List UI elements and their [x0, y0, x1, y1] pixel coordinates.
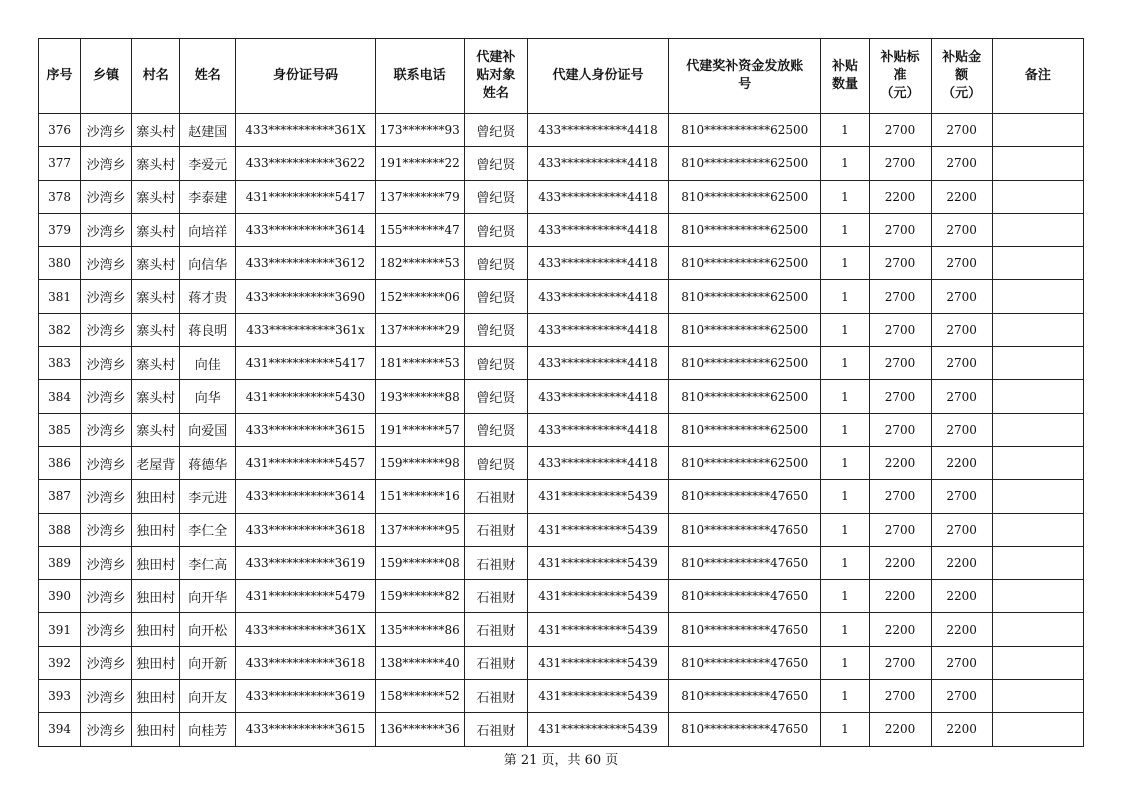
- table-row: [39, 280, 1084, 313]
- cell-account: 810***********62500: [669, 413, 821, 446]
- cell-account: 810***********62500: [669, 380, 821, 413]
- cell-agent-id: 431***********5439: [527, 680, 668, 713]
- cell-serial: 376: [39, 114, 81, 147]
- cell-name: 向华: [180, 380, 236, 413]
- cell-account: 810***********47650: [669, 713, 821, 746]
- table-row: [39, 213, 1084, 246]
- table-row: [39, 380, 1084, 413]
- cell-amount: 2700: [931, 413, 992, 446]
- cell-agent-id: 431***********5439: [527, 580, 668, 613]
- cell-name: 蒋德华: [180, 446, 236, 479]
- cell-account: 810***********47650: [669, 613, 821, 646]
- table-row: [39, 546, 1084, 579]
- cell-agent-name: 石祖财: [464, 646, 527, 679]
- cell-id-number: 433***********361X: [236, 613, 375, 646]
- cell-village: 独田村: [132, 646, 180, 679]
- cell-id-number: 431***********5457: [236, 446, 375, 479]
- cell-standard: 2700: [869, 313, 931, 346]
- header-serial: 序号: [39, 39, 81, 114]
- cell-account: 810***********47650: [669, 513, 821, 546]
- cell-id-number: 433***********3619: [236, 546, 375, 579]
- header-agent-id: 代建人身份证号: [527, 39, 668, 114]
- cell-id-number: 433***********361X: [236, 114, 375, 147]
- cell-village: 寨头村: [132, 114, 180, 147]
- page-footer: 第 21 页，共 60 页: [503, 753, 619, 768]
- cell-amount: 2700: [931, 347, 992, 380]
- cell-quantity: 1: [821, 646, 869, 679]
- cell-township: 沙湾乡: [81, 380, 132, 413]
- table-row: [39, 247, 1084, 280]
- table-row: [39, 347, 1084, 380]
- cell-standard: 2700: [869, 114, 931, 147]
- cell-phone: 135*******86: [375, 613, 464, 646]
- cell-agent-name: 曾纪贤: [464, 313, 527, 346]
- table-row: [39, 680, 1084, 713]
- cell-quantity: 1: [821, 180, 869, 213]
- cell-phone: 181*******53: [375, 347, 464, 380]
- cell-amount: 2200: [931, 713, 992, 746]
- cell-phone: 159*******08: [375, 546, 464, 579]
- cell-standard: 2700: [869, 380, 931, 413]
- cell-agent-name: 石祖财: [464, 713, 527, 746]
- cell-standard: 2700: [869, 413, 931, 446]
- cell-agent-id: 431***********5439: [527, 646, 668, 679]
- cell-remarks: [992, 213, 1083, 246]
- cell-village: 寨头村: [132, 180, 180, 213]
- cell-township: 沙湾乡: [81, 713, 132, 746]
- cell-village: 老屋背: [132, 446, 180, 479]
- cell-serial: 386: [39, 446, 81, 479]
- cell-agent-id: 431***********5439: [527, 546, 668, 579]
- cell-phone: 155*******47: [375, 213, 464, 246]
- cell-township: 沙湾乡: [81, 147, 132, 180]
- cell-village: 寨头村: [132, 380, 180, 413]
- cell-amount: 2700: [931, 114, 992, 147]
- cell-standard: 2700: [869, 646, 931, 679]
- cell-village: 寨头村: [132, 280, 180, 313]
- cell-account: 810***********62500: [669, 347, 821, 380]
- table-row: [39, 613, 1084, 646]
- cell-standard: 2700: [869, 347, 931, 380]
- cell-agent-id: 433***********4418: [527, 213, 668, 246]
- header-phone: 联系电话: [375, 39, 464, 114]
- cell-name: 向培祥: [180, 213, 236, 246]
- cell-township: 沙湾乡: [81, 646, 132, 679]
- cell-id-number: 433***********3619: [236, 680, 375, 713]
- cell-phone: 138*******40: [375, 646, 464, 679]
- cell-township: 沙湾乡: [81, 180, 132, 213]
- cell-quantity: 1: [821, 280, 869, 313]
- cell-amount: 2700: [931, 313, 992, 346]
- cell-agent-name: 石祖财: [464, 680, 527, 713]
- cell-name: 赵建国: [180, 114, 236, 147]
- cell-name: 蒋良明: [180, 313, 236, 346]
- cell-remarks: [992, 247, 1083, 280]
- cell-id-number: 433***********3622: [236, 147, 375, 180]
- cell-account: 810***********62500: [669, 313, 821, 346]
- cell-account: 810***********47650: [669, 646, 821, 679]
- cell-phone: 159*******82: [375, 580, 464, 613]
- cell-serial: 379: [39, 213, 81, 246]
- table-row: [39, 713, 1084, 746]
- cell-agent-id: 431***********5439: [527, 513, 668, 546]
- cell-phone: 158*******52: [375, 680, 464, 713]
- cell-remarks: [992, 546, 1083, 579]
- cell-village: 寨头村: [132, 147, 180, 180]
- cell-township: 沙湾乡: [81, 513, 132, 546]
- subsidy-table: [38, 38, 1084, 747]
- cell-township: 沙湾乡: [81, 580, 132, 613]
- table-row: [39, 580, 1084, 613]
- cell-village: 独田村: [132, 480, 180, 513]
- cell-agent-name: 曾纪贤: [464, 413, 527, 446]
- cell-id-number: 433***********3614: [236, 480, 375, 513]
- cell-agent-id: 433***********4418: [527, 347, 668, 380]
- cell-serial: 378: [39, 180, 81, 213]
- cell-phone: 182*******53: [375, 247, 464, 280]
- cell-quantity: 1: [821, 480, 869, 513]
- cell-serial: 377: [39, 147, 81, 180]
- cell-village: 独田村: [132, 546, 180, 579]
- cell-township: 沙湾乡: [81, 247, 132, 280]
- cell-standard: 2200: [869, 713, 931, 746]
- table-row: [39, 646, 1084, 679]
- cell-amount: 2200: [931, 546, 992, 579]
- cell-id-number: 431***********5430: [236, 380, 375, 413]
- cell-account: 810***********62500: [669, 147, 821, 180]
- cell-township: 沙湾乡: [81, 280, 132, 313]
- cell-agent-name: 曾纪贤: [464, 247, 527, 280]
- cell-id-number: 433***********3690: [236, 280, 375, 313]
- cell-serial: 381: [39, 280, 81, 313]
- cell-quantity: 1: [821, 713, 869, 746]
- cell-id-number: 433***********3618: [236, 513, 375, 546]
- cell-village: 寨头村: [132, 347, 180, 380]
- cell-agent-id: 433***********4418: [527, 380, 668, 413]
- cell-agent-id: 431***********5439: [527, 480, 668, 513]
- cell-remarks: [992, 313, 1083, 346]
- cell-village: 寨头村: [132, 313, 180, 346]
- cell-serial: 387: [39, 480, 81, 513]
- cell-agent-name: 曾纪贤: [464, 213, 527, 246]
- cell-quantity: 1: [821, 380, 869, 413]
- header-amount: 补贴金额（元）: [931, 39, 992, 114]
- header-id-number: 身份证号码: [236, 39, 375, 114]
- cell-standard: 2700: [869, 147, 931, 180]
- cell-name: 李仁高: [180, 546, 236, 579]
- cell-amount: 2700: [931, 280, 992, 313]
- cell-id-number: 431***********5479: [236, 580, 375, 613]
- cell-agent-name: 石祖财: [464, 580, 527, 613]
- table-row: [39, 180, 1084, 213]
- cell-quantity: 1: [821, 680, 869, 713]
- cell-remarks: [992, 446, 1083, 479]
- cell-amount: 2700: [931, 646, 992, 679]
- cell-village: 寨头村: [132, 247, 180, 280]
- cell-remarks: [992, 713, 1083, 746]
- cell-name: 向信华: [180, 247, 236, 280]
- cell-remarks: [992, 413, 1083, 446]
- cell-village: 独田村: [132, 513, 180, 546]
- cell-remarks: [992, 280, 1083, 313]
- header-remarks: 备注: [992, 39, 1083, 114]
- cell-quantity: 1: [821, 347, 869, 380]
- cell-amount: 2700: [931, 247, 992, 280]
- cell-township: 沙湾乡: [81, 313, 132, 346]
- cell-id-number: 433***********3615: [236, 713, 375, 746]
- cell-standard: 2700: [869, 680, 931, 713]
- cell-name: 向爱国: [180, 413, 236, 446]
- cell-account: 810***********47650: [669, 480, 821, 513]
- cell-serial: 393: [39, 680, 81, 713]
- cell-township: 沙湾乡: [81, 446, 132, 479]
- cell-agent-name: 曾纪贤: [464, 446, 527, 479]
- header-name: 姓名: [180, 39, 236, 114]
- cell-serial: 390: [39, 580, 81, 613]
- cell-agent-name: 曾纪贤: [464, 147, 527, 180]
- cell-id-number: 431***********5417: [236, 347, 375, 380]
- cell-standard: 2700: [869, 247, 931, 280]
- cell-remarks: [992, 580, 1083, 613]
- cell-account: 810***********62500: [669, 446, 821, 479]
- cell-agent-id: 433***********4418: [527, 147, 668, 180]
- cell-remarks: [992, 513, 1083, 546]
- cell-serial: 389: [39, 546, 81, 579]
- table-row: [39, 446, 1084, 479]
- cell-phone: 152*******06: [375, 280, 464, 313]
- cell-serial: 385: [39, 413, 81, 446]
- cell-standard: 2700: [869, 513, 931, 546]
- cell-name: 向开友: [180, 680, 236, 713]
- cell-serial: 394: [39, 713, 81, 746]
- cell-account: 810***********62500: [669, 114, 821, 147]
- cell-agent-id: 433***********4418: [527, 114, 668, 147]
- cell-name: 李爱元: [180, 147, 236, 180]
- cell-township: 沙湾乡: [81, 613, 132, 646]
- table-row: [39, 413, 1084, 446]
- cell-agent-id: 433***********4418: [527, 280, 668, 313]
- cell-township: 沙湾乡: [81, 546, 132, 579]
- cell-remarks: [992, 380, 1083, 413]
- cell-account: 810***********62500: [669, 247, 821, 280]
- cell-township: 沙湾乡: [81, 413, 132, 446]
- cell-agent-id: 433***********4418: [527, 180, 668, 213]
- cell-quantity: 1: [821, 446, 869, 479]
- cell-account: 810***********47650: [669, 580, 821, 613]
- cell-amount: 2200: [931, 180, 992, 213]
- cell-name: 李泰建: [180, 180, 236, 213]
- cell-id-number: 433***********3615: [236, 413, 375, 446]
- table-row: [39, 313, 1084, 346]
- cell-name: 李元进: [180, 480, 236, 513]
- cell-account: 810***********47650: [669, 680, 821, 713]
- cell-name: 向桂芳: [180, 713, 236, 746]
- cell-village: 寨头村: [132, 413, 180, 446]
- cell-standard: 2200: [869, 446, 931, 479]
- table-row: [39, 147, 1084, 180]
- cell-name: 蒋才贵: [180, 280, 236, 313]
- cell-quantity: 1: [821, 247, 869, 280]
- cell-quantity: 1: [821, 413, 869, 446]
- cell-serial: 383: [39, 347, 81, 380]
- cell-id-number: 433***********3612: [236, 247, 375, 280]
- cell-remarks: [992, 613, 1083, 646]
- cell-amount: 2200: [931, 580, 992, 613]
- cell-village: 独田村: [132, 680, 180, 713]
- cell-village: 独田村: [132, 713, 180, 746]
- table-row: [39, 480, 1084, 513]
- cell-remarks: [992, 680, 1083, 713]
- header-row: [39, 39, 1084, 114]
- cell-name: 向佳: [180, 347, 236, 380]
- cell-standard: 2200: [869, 180, 931, 213]
- cell-agent-name: 曾纪贤: [464, 347, 527, 380]
- cell-agent-name: 石祖财: [464, 480, 527, 513]
- cell-agent-name: 曾纪贤: [464, 280, 527, 313]
- header-account: 代建奖补资金发放账号: [669, 39, 821, 114]
- cell-amount: 2700: [931, 147, 992, 180]
- cell-amount: 2700: [931, 480, 992, 513]
- cell-phone: 136*******36: [375, 713, 464, 746]
- header-village: 村名: [132, 39, 180, 114]
- cell-standard: 2200: [869, 613, 931, 646]
- cell-quantity: 1: [821, 213, 869, 246]
- cell-amount: 2700: [931, 680, 992, 713]
- cell-serial: 388: [39, 513, 81, 546]
- cell-name: 李仁全: [180, 513, 236, 546]
- cell-quantity: 1: [821, 613, 869, 646]
- cell-standard: 2700: [869, 480, 931, 513]
- cell-remarks: [992, 347, 1083, 380]
- cell-account: 810***********62500: [669, 280, 821, 313]
- cell-remarks: [992, 646, 1083, 679]
- cell-id-number: 433***********3614: [236, 213, 375, 246]
- cell-standard: 2200: [869, 546, 931, 579]
- cell-remarks: [992, 480, 1083, 513]
- cell-name: 向开新: [180, 646, 236, 679]
- table-row: [39, 114, 1084, 147]
- cell-serial: 380: [39, 247, 81, 280]
- cell-agent-id: 431***********5439: [527, 613, 668, 646]
- cell-name: 向开华: [180, 580, 236, 613]
- cell-standard: 2700: [869, 213, 931, 246]
- cell-agent-name: 曾纪贤: [464, 180, 527, 213]
- cell-agent-name: 石祖财: [464, 513, 527, 546]
- cell-serial: 392: [39, 646, 81, 679]
- cell-phone: 173*******93: [375, 114, 464, 147]
- cell-township: 沙湾乡: [81, 480, 132, 513]
- table-row: [39, 513, 1084, 546]
- cell-township: 沙湾乡: [81, 680, 132, 713]
- cell-account: 810***********47650: [669, 546, 821, 579]
- cell-account: 810***********62500: [669, 213, 821, 246]
- cell-id-number: 433***********3618: [236, 646, 375, 679]
- cell-remarks: [992, 180, 1083, 213]
- cell-id-number: 433***********361x: [236, 313, 375, 346]
- cell-quantity: 1: [821, 313, 869, 346]
- cell-quantity: 1: [821, 546, 869, 579]
- cell-township: 沙湾乡: [81, 114, 132, 147]
- cell-agent-name: 曾纪贤: [464, 380, 527, 413]
- cell-township: 沙湾乡: [81, 347, 132, 380]
- cell-agent-name: 石祖财: [464, 613, 527, 646]
- cell-phone: 137*******79: [375, 180, 464, 213]
- cell-quantity: 1: [821, 114, 869, 147]
- cell-quantity: 1: [821, 580, 869, 613]
- cell-phone: 193*******88: [375, 380, 464, 413]
- cell-standard: 2200: [869, 580, 931, 613]
- cell-standard: 2700: [869, 280, 931, 313]
- cell-amount: 2700: [931, 513, 992, 546]
- cell-quantity: 1: [821, 513, 869, 546]
- cell-amount: 2200: [931, 613, 992, 646]
- cell-id-number: 431***********5417: [236, 180, 375, 213]
- cell-agent-name: 石祖财: [464, 546, 527, 579]
- cell-agent-id: 431***********5439: [527, 713, 668, 746]
- header-township: 乡镇: [81, 39, 132, 114]
- header-agent-name: 代建补贴对象姓名: [464, 39, 527, 114]
- cell-phone: 159*******98: [375, 446, 464, 479]
- cell-village: 独田村: [132, 580, 180, 613]
- cell-serial: 382: [39, 313, 81, 346]
- cell-agent-id: 433***********4418: [527, 413, 668, 446]
- cell-serial: 391: [39, 613, 81, 646]
- cell-agent-id: 433***********4418: [527, 446, 668, 479]
- cell-amount: 2200: [931, 446, 992, 479]
- cell-village: 独田村: [132, 613, 180, 646]
- cell-serial: 384: [39, 380, 81, 413]
- cell-remarks: [992, 114, 1083, 147]
- cell-phone: 137*******95: [375, 513, 464, 546]
- cell-township: 沙湾乡: [81, 213, 132, 246]
- cell-phone: 137*******29: [375, 313, 464, 346]
- cell-amount: 2700: [931, 213, 992, 246]
- cell-phone: 151*******16: [375, 480, 464, 513]
- cell-agent-name: 曾纪贤: [464, 114, 527, 147]
- cell-agent-id: 433***********4418: [527, 313, 668, 346]
- cell-phone: 191*******22: [375, 147, 464, 180]
- cell-village: 寨头村: [132, 213, 180, 246]
- cell-account: 810***********62500: [669, 180, 821, 213]
- header-quantity: 补贴数量: [821, 39, 869, 114]
- cell-name: 向开松: [180, 613, 236, 646]
- cell-quantity: 1: [821, 147, 869, 180]
- cell-amount: 2700: [931, 380, 992, 413]
- cell-remarks: [992, 147, 1083, 180]
- header-standard: 补贴标准（元）: [869, 39, 931, 114]
- cell-phone: 191*******57: [375, 413, 464, 446]
- cell-agent-id: 433***********4418: [527, 247, 668, 280]
